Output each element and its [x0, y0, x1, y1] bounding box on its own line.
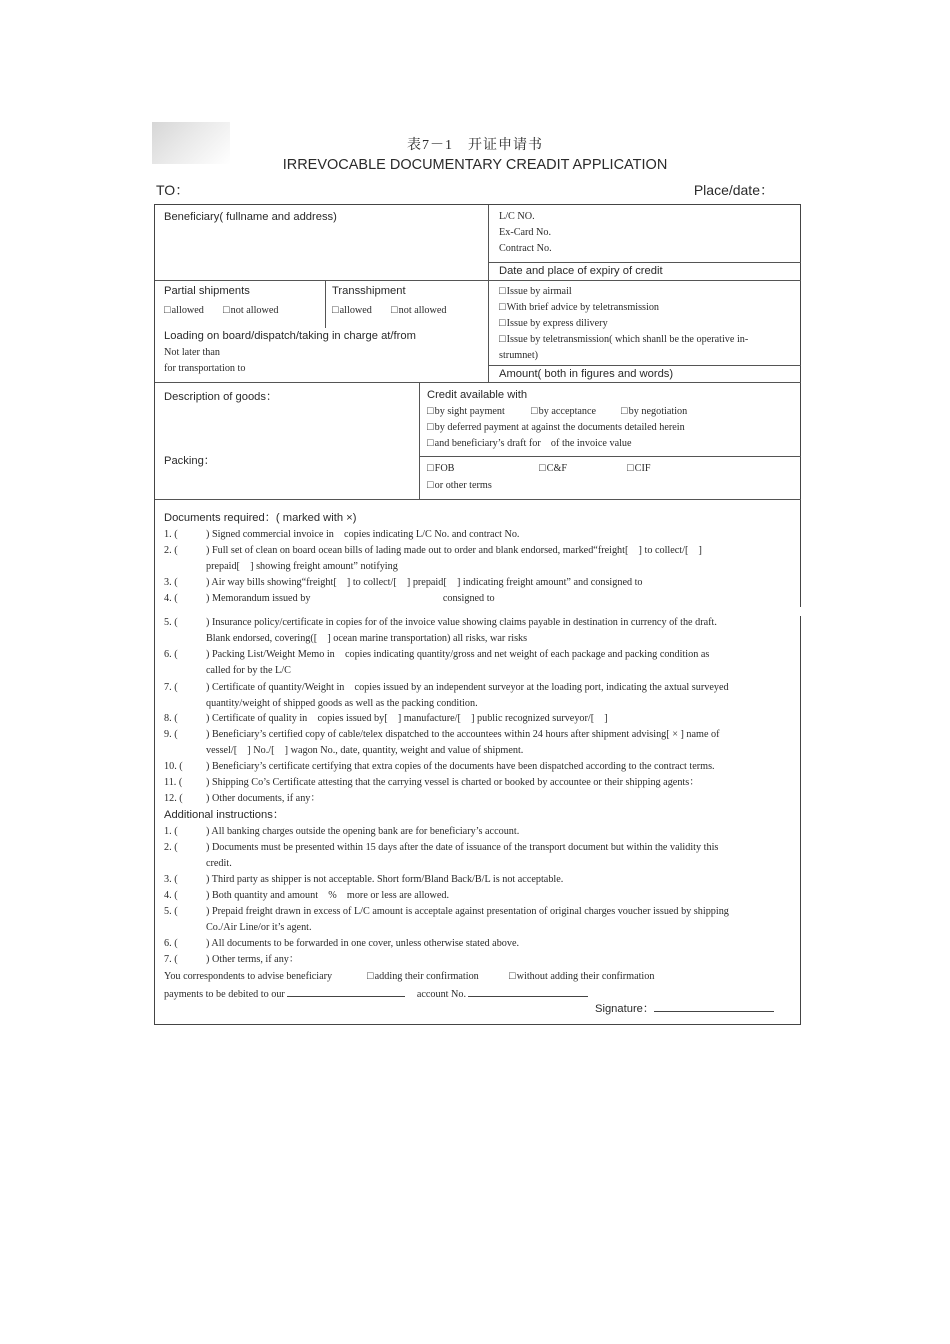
item-text: ) Air way bills showing“freight[ ] to collect/[ ] prepaid[ ] indicating freight amount” and consigned to	[206, 577, 643, 588]
list-item	[164, 592, 495, 605]
item-text: ) Full set of clean on board ocean bills of lading made out to order and blank endorsed, marked“freight[ ] to collect/[ ]	[206, 545, 702, 556]
list-item	[164, 889, 449, 902]
transshipment-label: Transshipment	[332, 285, 406, 297]
item-text: ) Memorandum issued by consigned to	[206, 593, 495, 604]
item-text: ) Documents must be presented within 15 days after the date of issuance of the transport document but within the validity this	[206, 842, 719, 853]
additional-instructions-label: Additional instructions：	[164, 809, 285, 821]
list-item	[164, 937, 519, 950]
list-item	[164, 953, 299, 966]
cif-checkbox[interactable]: □ CIF	[627, 462, 651, 475]
divider	[155, 382, 801, 383]
other-terms-checkbox[interactable]: □ or other terms	[427, 479, 492, 492]
list-item	[164, 841, 718, 854]
item-number[interactable]: 11. (	[164, 777, 183, 788]
item-text: prepaid[ ] showing freight amount” notifying	[206, 561, 398, 572]
transship-not-allowed-checkbox[interactable]: □ not allowed	[391, 304, 446, 317]
list-item	[164, 560, 398, 573]
issue-airmail-checkbox[interactable]: □ Issue by airmail	[499, 285, 572, 298]
our-account-field[interactable]	[287, 987, 405, 997]
partial-allowed-checkbox[interactable]: □ allowed	[164, 304, 204, 317]
expiry-label: Date and place of expiry of credit	[499, 265, 663, 277]
item-number[interactable]: 4. (	[164, 593, 178, 604]
payments-debited-text: payments to be debited to our	[164, 989, 285, 1000]
item-text: called for by the L/C	[206, 665, 291, 676]
item-text: ) Beneficiary’s certificate certifying that extra copies of the documents have been dispatched according to the contract terms.	[206, 761, 715, 772]
loading-label: Loading on board/dispatch/taking in charge at/from	[164, 330, 416, 342]
item-number[interactable]: 7. (	[164, 954, 178, 965]
list-item	[164, 632, 527, 645]
to-label: TO：	[156, 182, 190, 198]
item-text: ) Both quantity and amount % more or less are allowed.	[206, 890, 450, 901]
item-text: ) Packing List/Weight Memo in copies indicating quantity/gross and net weight of each package and packing condition as	[206, 649, 710, 660]
item-number[interactable]: 8. (	[164, 713, 178, 724]
sight-payment-checkbox[interactable]: □ by sight payment	[427, 405, 505, 418]
signature-label: Signature：	[595, 1003, 655, 1015]
item-text: ) All banking charges outside the opening bank are for beneficiary’s account.	[206, 826, 520, 837]
list-item	[164, 905, 729, 918]
contract-no-label: Contract No.	[499, 243, 552, 254]
partial-not-allowed-checkbox[interactable]: □ not allowed	[223, 304, 278, 317]
list-item	[164, 544, 702, 557]
place-date-label: Place/date：	[693, 182, 774, 198]
list-item	[164, 728, 720, 741]
item-text: ) Shipping Co’s Certificate attesting that the carrying vessel is charted or booked by accountee or their shipping agents：	[206, 777, 700, 788]
scan-page-break	[155, 607, 802, 616]
item-text: Co./Air Line/or it’s agent.	[206, 922, 312, 933]
item-number[interactable]: 3. (	[164, 874, 178, 885]
list-item	[164, 576, 643, 589]
lc-no-label: L/C NO.	[499, 211, 535, 222]
item-number[interactable]: 6. (	[164, 938, 178, 949]
item-text: ) Beneficiary’s certified copy of cable/telex dispatched to the accountees within 24 hours after shipment advising[ × ] name of	[206, 729, 720, 740]
list-item	[164, 664, 291, 677]
list-item	[164, 648, 709, 661]
deferred-payment-checkbox[interactable]: □ by deferred payment at against the documents detailed herein	[427, 421, 685, 434]
item-number[interactable]: 2. (	[164, 842, 178, 853]
issue-teletransmission-checkbox[interactable]: □ Issue by teletransmission( which shanll be the operative in-	[499, 333, 748, 346]
beneficiary-label: Beneficiary( fullname and address)	[164, 211, 337, 223]
beneficiary-draft-checkbox[interactable]: □ and beneficiary’s draft for of the invoice value	[427, 437, 632, 450]
item-number[interactable]: 1. (	[164, 529, 178, 540]
list-item	[164, 857, 232, 870]
item-text: ) Other documents, if any：	[206, 793, 321, 804]
transship-allowed-checkbox[interactable]: □ allowed	[332, 304, 372, 317]
divider	[488, 262, 801, 263]
divider	[488, 205, 489, 382]
list-item	[164, 792, 321, 805]
list-item	[164, 744, 523, 757]
signature-field[interactable]	[654, 1002, 774, 1012]
list-item	[164, 873, 563, 886]
item-text: vessel/[ ] No./[ ] wagon No., date, quantity, weight and value of shipment.	[206, 745, 524, 756]
advise-beneficiary-text: You correspondents to advise beneficiary	[164, 971, 333, 982]
divider	[488, 365, 801, 366]
without-confirmation-checkbox[interactable]: □ without adding their confirmation	[509, 970, 654, 983]
amount-label: Amount( both in figures and words)	[499, 368, 674, 380]
list-item	[164, 528, 519, 541]
acceptance-checkbox[interactable]: □ by acceptance	[531, 405, 596, 418]
credit-available-label: Credit available with	[427, 389, 528, 401]
packing-label: Packing：	[164, 455, 215, 467]
not-later-than-label: Not later than	[164, 347, 221, 358]
item-number[interactable]: 1. (	[164, 826, 178, 837]
account-no-field[interactable]	[468, 987, 588, 997]
issue-express-checkbox[interactable]: □ Issue by express dilivery	[499, 317, 608, 330]
issue-brief-advice-checkbox[interactable]: □ With brief advice by teletransmission	[499, 301, 659, 314]
divider	[419, 456, 801, 457]
title-chinese: 表7－1 开证申请书	[407, 138, 543, 153]
item-text: ) Third party as shipper is not acceptable. Short form/Bland Back/B/L is not acceptable.	[206, 874, 564, 885]
partial-shipments-label: Partial shipments	[164, 285, 250, 297]
cf-checkbox[interactable]: □ C&F	[539, 462, 567, 475]
item-number[interactable]: 7. (	[164, 682, 178, 693]
divider	[325, 280, 326, 328]
item-number[interactable]: 9. (	[164, 729, 178, 740]
signature-row	[595, 1002, 774, 1016]
item-number[interactable]: 12. (	[164, 793, 183, 804]
item-number[interactable]: 4. (	[164, 890, 178, 901]
account-no-text: account No.	[416, 989, 467, 1000]
divider	[155, 280, 488, 281]
item-text: ) Certificate of quality in copies issued by[ ] manufacture/[ ] public recognized surveyor/[ ]	[206, 713, 608, 724]
list-item	[164, 760, 715, 773]
documents-required-label: Documents required：( marked with ×)	[164, 512, 357, 524]
fob-checkbox[interactable]: □ FOB	[427, 462, 454, 475]
list-item	[164, 776, 699, 789]
item-number[interactable]: 2. (	[164, 545, 178, 556]
transportation-to-label: for transportation to	[164, 363, 246, 374]
item-text: ) Insurance policy/certificate in copies for of the invoice value showing claims payable in destination in currency of the draft.	[206, 617, 717, 628]
item-number[interactable]: 3. (	[164, 577, 178, 588]
list-item	[164, 825, 519, 838]
divider	[155, 499, 801, 500]
title-english: IRREVOCABLE DOCUMENTARY CREADIT APPLICATION	[282, 157, 668, 173]
excard-no-label: Ex-Card No.	[499, 227, 552, 238]
item-text: quantity/weight of shipped goods as well as the packing condition.	[206, 698, 478, 709]
item-text: credit.	[206, 858, 232, 869]
list-item	[164, 712, 608, 725]
issue-teletransmission-cont: strumnet)	[499, 350, 539, 361]
list-item	[164, 697, 478, 710]
item-text: ) All documents to be forwarded in one cover, unless otherwise stated above.	[206, 938, 520, 949]
adding-confirmation-checkbox[interactable]: □ adding their confirmation	[367, 970, 479, 983]
divider	[488, 280, 801, 281]
item-text: Blank endorsed, covering([ ] ocean marine transportation) all risks, war risks	[206, 633, 528, 644]
application-form	[154, 204, 801, 1025]
item-text: ) Certificate of quantity/Weight in copies issued by an independent surveyor at the loading port, indicating the axtual surveyed	[206, 682, 729, 693]
negotiation-checkbox[interactable]: □ by negotiation	[621, 405, 687, 418]
item-number[interactable]: 5. (	[164, 617, 178, 628]
item-number[interactable]: 10. (	[164, 761, 183, 772]
payments-debited-row	[164, 987, 588, 1001]
list-item	[164, 616, 717, 629]
list-item	[164, 681, 729, 694]
item-number[interactable]: 5. (	[164, 906, 178, 917]
list-item	[164, 921, 312, 934]
item-text: ) Signed commercial invoice in copies indicating L/C No. and contract No.	[206, 529, 520, 540]
item-number[interactable]: 6. (	[164, 649, 178, 660]
divider	[419, 382, 420, 499]
item-text: ) Other terms, if any：	[206, 954, 300, 965]
description-goods-label: Description of goods：	[164, 391, 278, 403]
item-text: ) Prepaid freight drawn in excess of L/C amount is acceptale against presentation of original charges voucher issued by shipping	[206, 906, 729, 917]
